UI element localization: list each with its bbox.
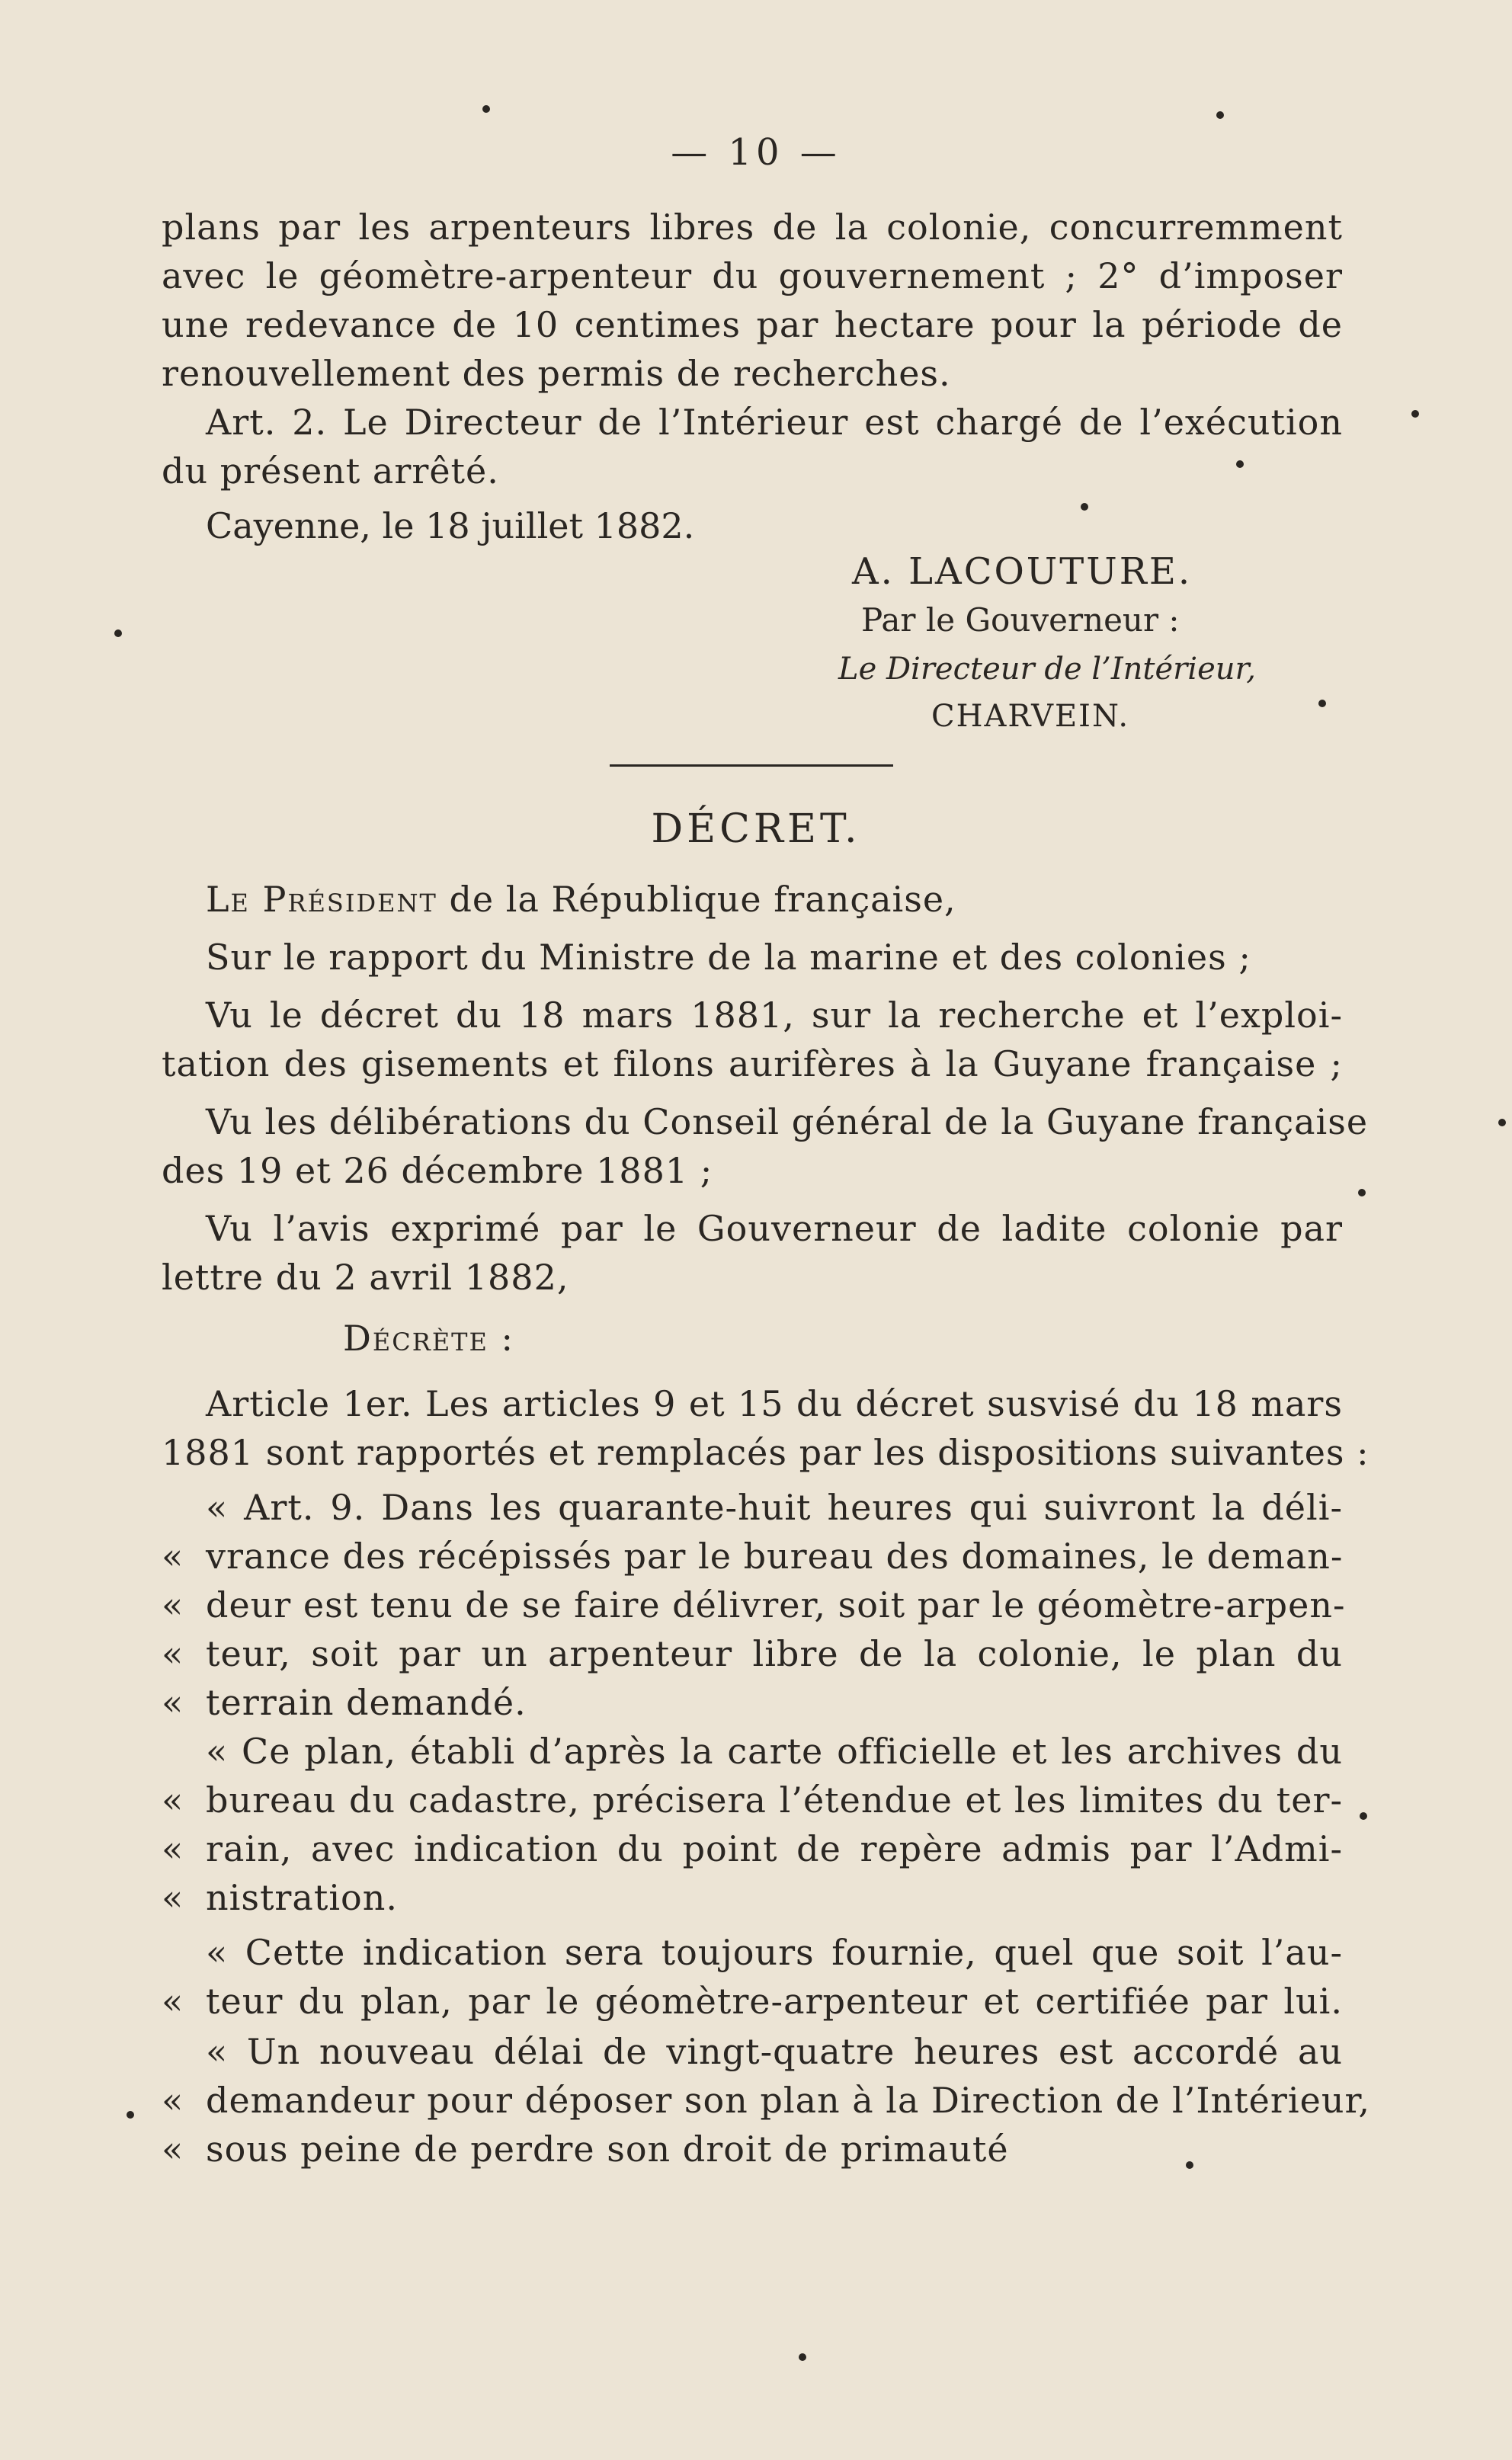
quote-mark: «: [162, 2128, 184, 2170]
speck-mark: [1186, 2161, 1193, 2169]
text-line: Art. 2. Le Directeur de l’Intérieur est chargé de l’exécution: [206, 402, 1343, 443]
quote-mark: «: [162, 1536, 184, 1577]
decree-article-1: [162, 1379, 1369, 1477]
text-line: teur du plan, par le géomètre-arpenteur et certifiée par lui.: [206, 1981, 1343, 2022]
decree-preamble: [162, 875, 1369, 1302]
text-line: teur, soit par un arpenteur libre de la colonie, le plan du: [206, 1633, 1343, 1674]
quoted-indication-paragraph: [162, 1928, 1343, 2026]
quote-mark: «: [162, 1828, 184, 1869]
text-line: du présent arrêté.: [162, 450, 499, 492]
text-line: « Cette indication sera toujours fournie, quel que soit l’au-: [206, 1932, 1343, 1973]
quote-mark: «: [162, 1877, 184, 1918]
text-line: « Art. 9. Dans les quarante-huit heures qui suivront la déli-: [206, 1487, 1343, 1528]
text-line: une redevance de 10 centimes par hectare pour la période de: [162, 304, 1343, 345]
text-line: Vu le décret du 18 mars 1881, sur la recherche et l’exploi-: [206, 995, 1343, 1036]
text-line: terrain demandé.: [206, 1682, 527, 1723]
text-line: Article 1er. Les articles 9 et 15 du décret susvisé du 18 mars: [206, 1383, 1343, 1424]
text-line: tation des gisements et filons aurifères à la Guyane française ;: [162, 1043, 1343, 1084]
speck-mark: [1411, 410, 1419, 418]
text-line: nistration.: [206, 1877, 398, 1918]
article-2: [162, 398, 1343, 495]
speck-mark: [1216, 111, 1224, 119]
speck-mark: [799, 2353, 806, 2361]
signature-by: Par le Gouverneur :: [861, 601, 1180, 639]
dateline: Cayenne, le 18 juillet 1882.: [206, 505, 695, 546]
text-line: bureau du cadastre, précisera l’étendue et les limites du ter-: [206, 1779, 1343, 1821]
text-line: [162, 875, 1343, 924]
speck-mark: [482, 105, 490, 113]
president-label: Le Président: [206, 879, 437, 920]
text-line: des 19 et 26 décembre 1881 ;: [162, 1150, 713, 1191]
signature-role: Le Directeur de l’Intérieur,: [838, 652, 1256, 687]
quoted-art-9: [162, 1483, 1346, 1727]
signature-name: A. LACOUTURE.: [852, 550, 1193, 593]
speck-mark: [1236, 460, 1244, 468]
text-line: avec le géomètre-arpenteur du gouvernement ; 2° d’imposer: [162, 255, 1343, 296]
page-number: — 10 —: [671, 131, 841, 174]
text-line: demandeur pour déposer son plan à la Direction de l’Intérieur,: [206, 2080, 1371, 2121]
decree-title: DÉCRET.: [651, 806, 861, 852]
text-line: vrance des récépissés par le bureau des domaines, le deman-: [206, 1536, 1344, 1577]
text-line: rain, avec indication du point de repère admis par l’Admi-: [206, 1828, 1343, 1869]
quote-mark: «: [162, 1633, 184, 1674]
quote-mark: «: [162, 1584, 184, 1626]
speck-mark: [127, 2111, 134, 2119]
quote-mark: «: [162, 2080, 184, 2121]
speck-mark: [114, 629, 122, 637]
separator-rule: [610, 764, 893, 767]
text-line: plans par les arpenteurs libres de la colonie, concurremment: [162, 207, 1343, 248]
quote-mark: «: [162, 1981, 184, 2022]
speck-mark: [1358, 1189, 1366, 1196]
text-line: Vu l’avis exprimé par le Gouverneur de ladite colonie par: [206, 1208, 1343, 1249]
speck-mark: [1318, 700, 1326, 707]
signature-signer: CHARVEIN.: [931, 699, 1130, 734]
decrees-label: Décrète :: [343, 1318, 515, 1359]
quoted-plan-paragraph: [162, 1727, 1343, 1922]
text-line: Vu les délibérations du Conseil général de la Guyane française: [206, 1101, 1369, 1142]
president-rest: de la République française,: [437, 879, 956, 920]
text-line: « Ce plan, établi d’après la carte officielle et les archives du: [206, 1731, 1343, 1772]
text-line: deur est tenu de se faire délivrer, soit par le géomètre-arpen-: [206, 1584, 1346, 1626]
text-line: sous peine de perdre son droit de primauté: [206, 2128, 1009, 2170]
speck-mark: [1360, 1812, 1367, 1820]
text-line: « Un nouveau délai de vingt-quatre heures est accordé au: [206, 2031, 1343, 2072]
paragraph-arrete-end: [162, 203, 1343, 398]
text-line: renouvellement des permis de recherches.: [162, 353, 951, 394]
text-line: Sur le rapport du Ministre de la marine et des colonies ;: [206, 937, 1251, 978]
text-line: lettre du 2 avril 1882,: [162, 1257, 569, 1298]
speck-mark: [1081, 503, 1088, 511]
text-line: 1881 sont rapportés et remplacés par les dispositions suivantes :: [162, 1432, 1369, 1473]
quote-mark: «: [162, 1682, 184, 1723]
quote-mark: «: [162, 1779, 184, 1821]
quoted-delay-paragraph: [162, 2027, 1371, 2173]
speck-mark: [1498, 1119, 1506, 1126]
